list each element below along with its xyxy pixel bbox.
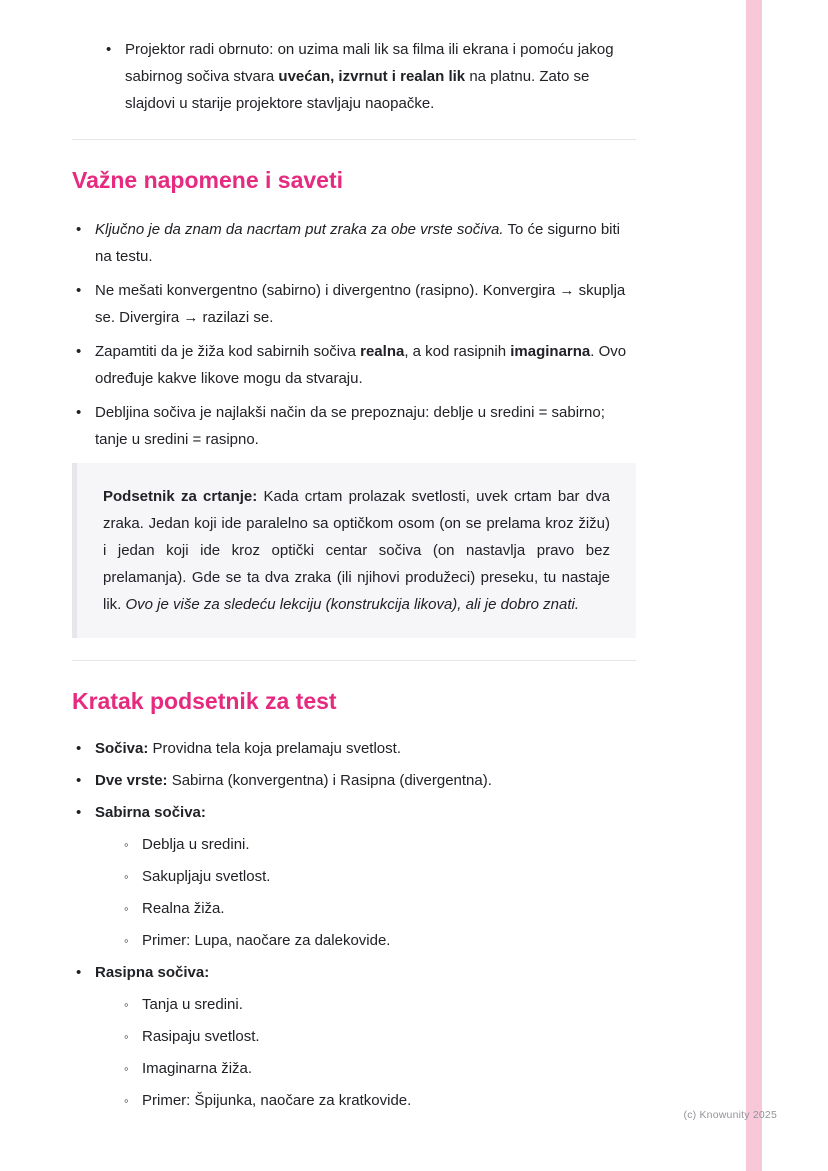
paragraph: Rasipna sočiva: [95, 964, 210, 981]
list-item [102, 36, 636, 117]
list-item [72, 737, 636, 761]
paragraph: Dve vrste: Sabirna (konvergentna) i Rasipna (divergentna). [95, 772, 492, 789]
paragraph: Realna žiža. [142, 900, 225, 917]
sublist-item [122, 1089, 636, 1113]
sublist-rasipna [95, 993, 636, 1113]
sublist-item [122, 1025, 636, 1049]
callout-text: Podsetnik za crtanje: Kada crtam prolazak svetlosti, uvek crtam bar dva zraka. Jedan koji ide paralelno sa optičkom osom (on se prelama kroz žižu) i jedan koji ide kroz optički centar sočiva (on nastavlja pravo bez prelamanja). Gde se ta dva zraka (ili njihovi produžeci) preseku, tu nastaje lik. Ovo je više za sledeću lekciju (konstrukcija likova), ali je dobro znati. [103, 488, 610, 613]
callout-box [72, 463, 636, 638]
sublist-item [122, 929, 636, 953]
paragraph: Debljina sočiva je najlakši način da se prepoznaju: deblje u sredini = sabirno; tanje u sredini = rasipno. [95, 404, 605, 448]
intro-list [102, 36, 636, 117]
paragraph: Tanja u sredini. [142, 996, 243, 1013]
section-divider [72, 139, 636, 140]
paragraph: Zapamtiti da je žiža kod sabirnih sočiva realna, a kod rasipnih imaginarna. Ovo određuje kakve likove mogu da stvaraju. [95, 343, 627, 387]
list-item [72, 216, 636, 270]
paragraph: Rasipaju svetlost. [142, 1028, 260, 1045]
paragraph: Deblja u sredini. [142, 836, 250, 853]
sublist-item [122, 833, 636, 857]
sublist-item [122, 993, 636, 1017]
page-edge-stripe [746, 0, 762, 1171]
paragraph: Primer: Lupa, naočare za dalekovide. [142, 932, 391, 949]
sublist-sabirna [95, 833, 636, 953]
paragraph: Projektor radi obrnuto: on uzima mali lik sa filma ili ekrana i pomoću jakog sabirnog sočiva stvara uvećan, izvrnut i realan lik na platnu. Zato se slajdovi u starije projektore stavljaju naopačke. [125, 41, 614, 112]
section-title-summary: Kratak podsetnik za test [72, 688, 337, 714]
list-item [72, 961, 636, 1113]
paragraph: Imaginarna žiža. [142, 1060, 253, 1077]
paragraph: Primer: Špijunka, naočare za kratkovide. [142, 1092, 412, 1109]
paragraph: Sakupljaju svetlost. [142, 868, 271, 885]
list-item [72, 769, 636, 793]
paragraph: Sočiva: Providna tela koja prelamaju svetlost. [95, 740, 401, 757]
paragraph: Ne mešati konvergentno (sabirno) i divergentno (rasipno). Konvergira → skuplja se. Divergira → razilazi se. [95, 282, 626, 326]
list-item [72, 338, 636, 392]
paragraph: Ključno je da znam da nacrtam put zraka za obe vrste sočiva. To će sigurno biti na testu. [95, 221, 621, 265]
section-title-notes: Važne napomene i saveti [72, 167, 344, 193]
paragraph: Sabirna sočiva: [95, 804, 206, 821]
watermark: (c) Knowunity 2025 [683, 1109, 777, 1121]
summary-list [72, 737, 636, 1113]
sublist-item [122, 1057, 636, 1081]
list-item [72, 399, 636, 453]
sublist-item [122, 865, 636, 889]
document-content [72, 36, 636, 1121]
list-item [72, 801, 636, 953]
sublist-item [122, 897, 636, 921]
notes-list [72, 216, 636, 453]
section-divider [72, 660, 636, 661]
list-item [72, 277, 636, 331]
